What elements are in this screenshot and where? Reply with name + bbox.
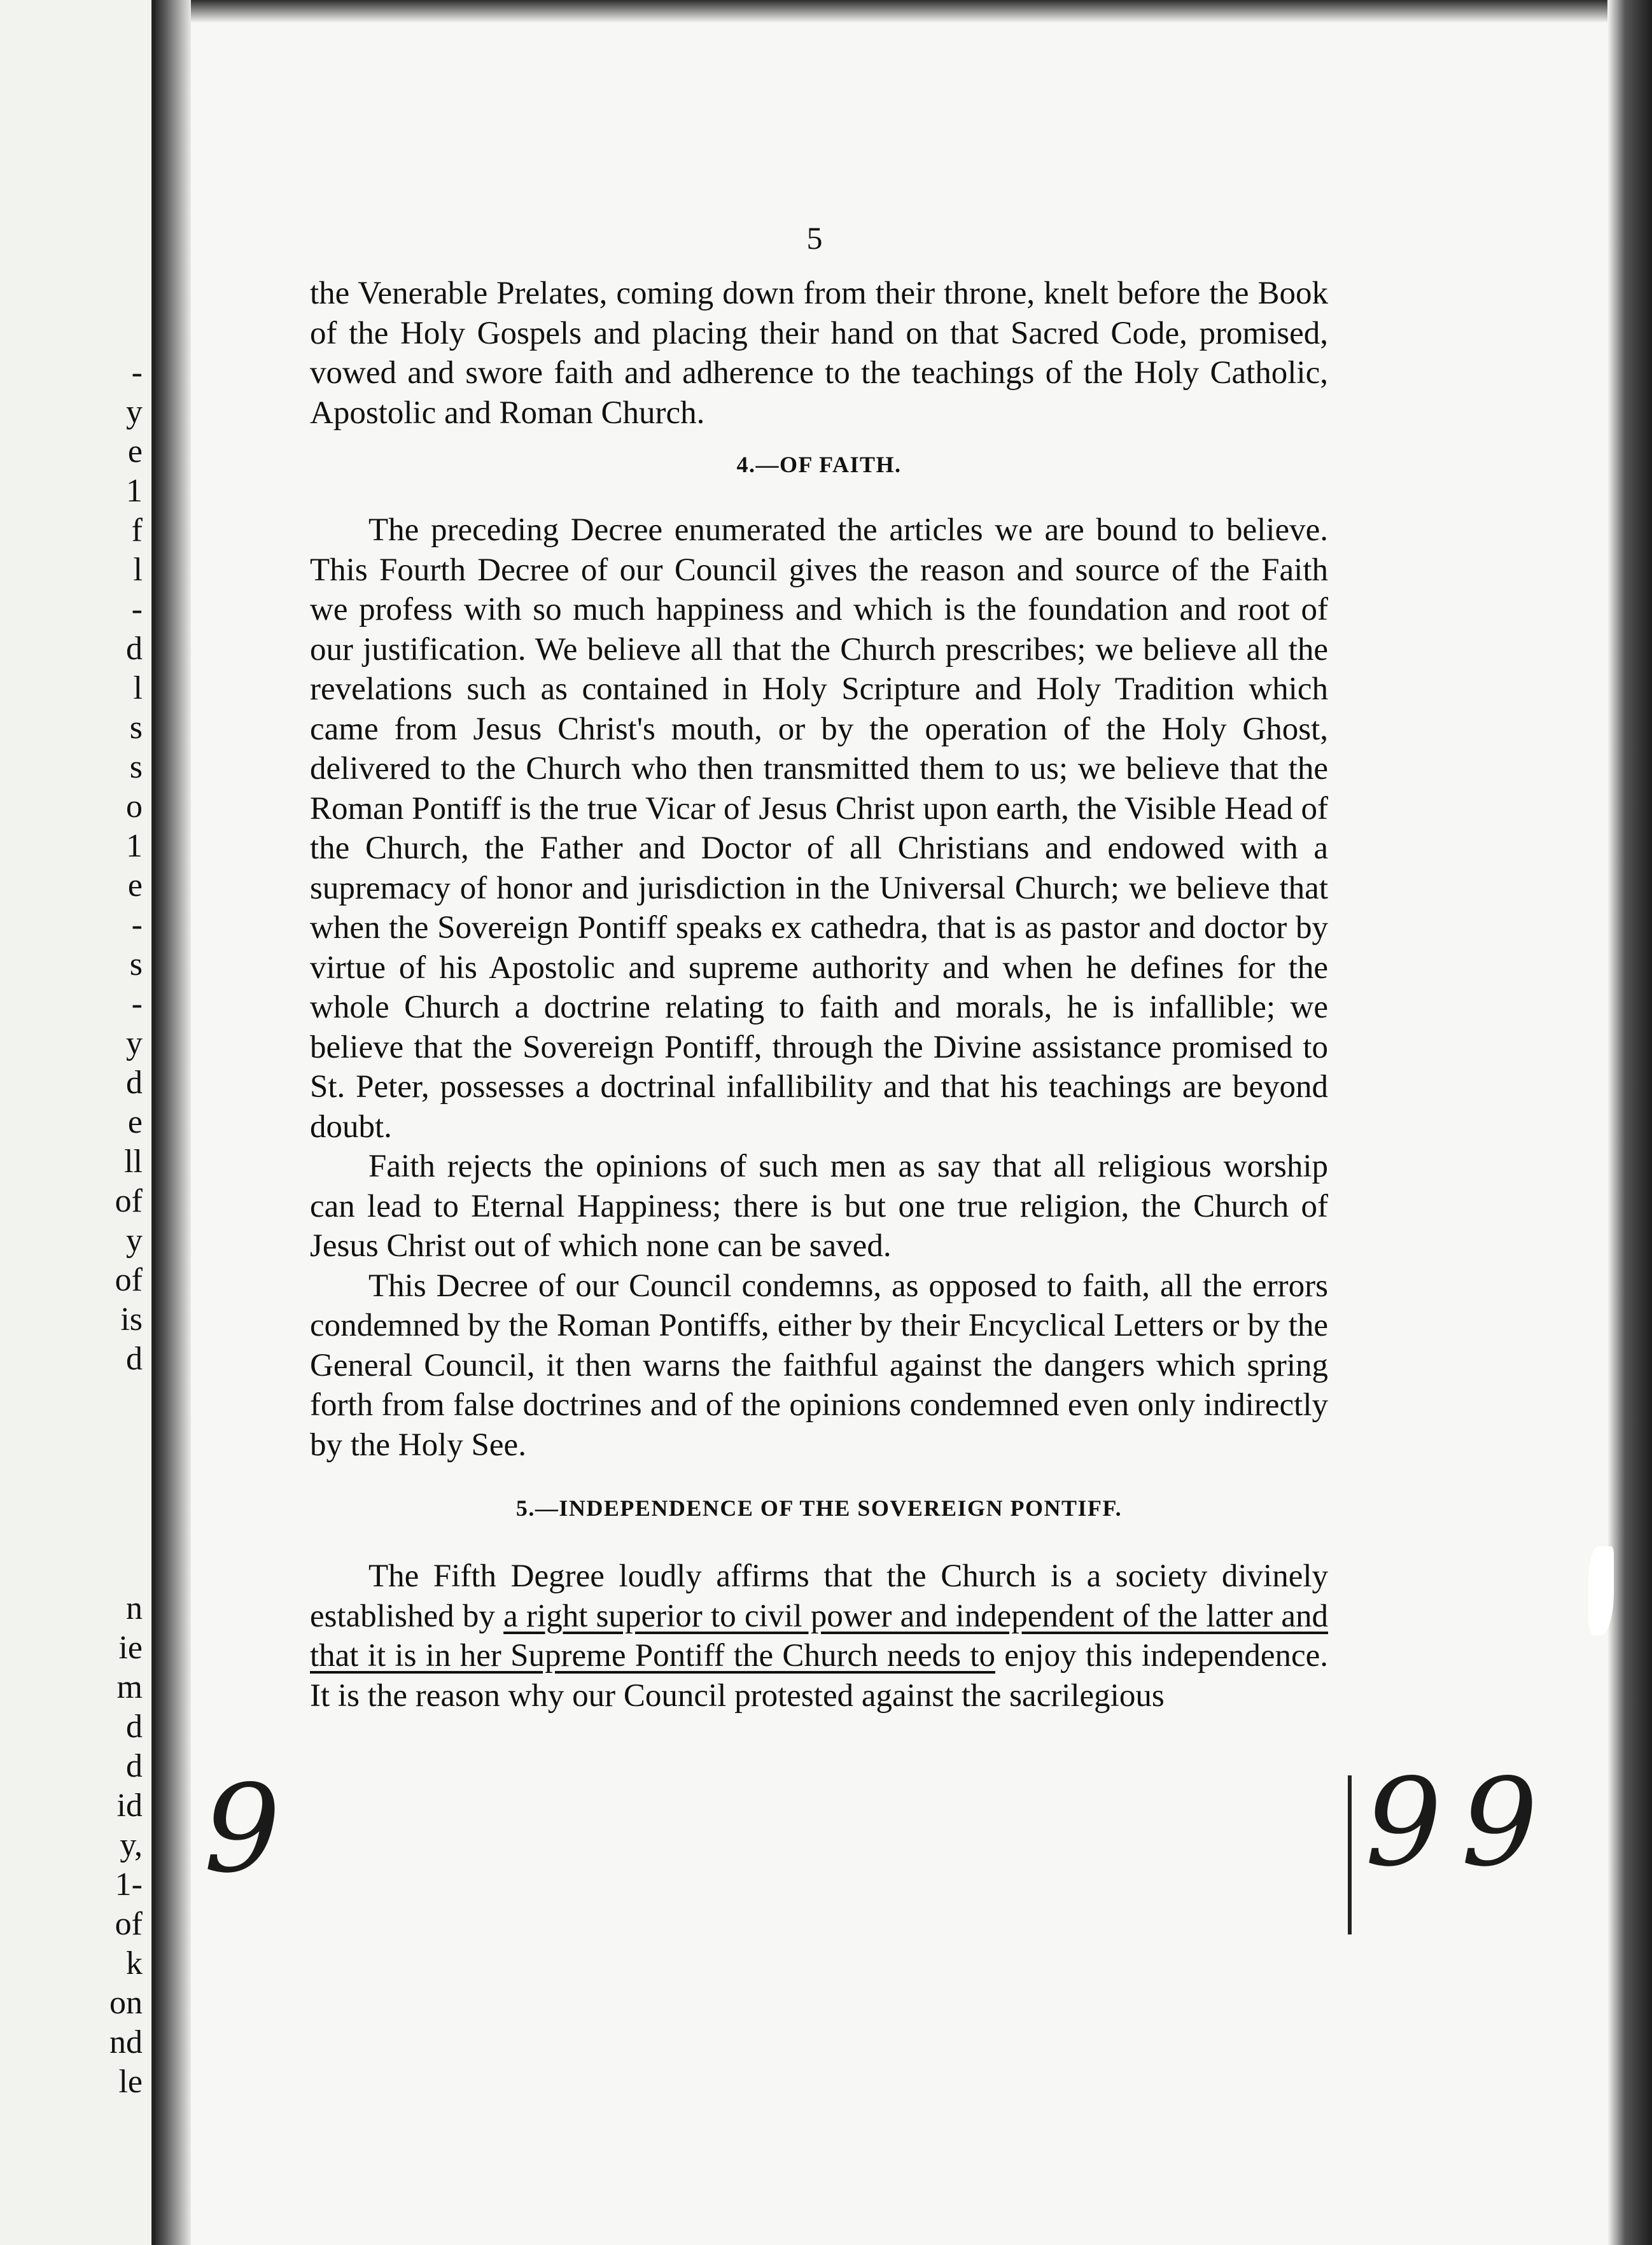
- facing-page-fragment: d: [126, 1065, 143, 1101]
- facing-page-fragment: y: [126, 1025, 143, 1061]
- facing-page-fragment: -: [131, 591, 143, 627]
- facing-page-fragment: e: [127, 433, 143, 470]
- faith-paragraph-2: Faith rejects the opinions of such men as say that all religious worship can lead to Eternal Happiness; there is but one true religion, the Church of Jesus Christ out of which none can be saved.: [310, 1149, 1328, 1264]
- facing-page-fragment: ie: [118, 1630, 143, 1666]
- independence-text-start: The Fifth Degree loudly affirms that the Church is a society divinely established by: [310, 1558, 1328, 1634]
- facing-page-fragment: y,: [120, 1827, 143, 1863]
- facing-page-fragment: k: [126, 1945, 143, 1982]
- facing-page-fragment: -: [131, 907, 143, 943]
- facing-page-fragment: f: [131, 512, 143, 549]
- facing-page-fragment: of: [115, 1262, 143, 1298]
- section-heading-faith: 4.—OF FAITH.: [736, 452, 902, 477]
- section-heading-independence: 5.—INDEPENDENCE OF THE SOVEREIGN PONTIFF.: [515, 1495, 1123, 1521]
- facing-page-fragment: on: [109, 1985, 143, 2021]
- facing-page-strip: [0, 0, 155, 2245]
- independence-text-end: enjoy this independence. It is the reason why our Council protested against the sacrilegious: [310, 1638, 1329, 1714]
- facing-page-fragment: n: [126, 1590, 143, 1626]
- facing-page-fragment: id: [116, 1787, 143, 1824]
- facing-page-fragment: d: [126, 1709, 143, 1745]
- facing-page-fragment: 1: [126, 473, 143, 509]
- facing-page-fragment: l: [133, 670, 143, 706]
- body-text: [310, 274, 1328, 1716]
- facing-page-fragment: e: [127, 867, 143, 904]
- facing-page-fragment: is: [120, 1301, 143, 1338]
- facing-page-fragment: l: [133, 552, 143, 588]
- page-number: 5: [806, 220, 823, 256]
- handwritten-margin-note-right: 99: [1365, 1752, 1557, 1893]
- paper-tear: [1588, 1546, 1614, 1635]
- facing-page-fragment: 1: [126, 828, 143, 864]
- facing-page-fragment: y: [126, 1222, 143, 1259]
- facing-page-fragment: d: [126, 1748, 143, 1784]
- book-gutter: [155, 0, 191, 2245]
- facing-page-fragment: o: [126, 788, 143, 825]
- facing-page-fragment: of: [115, 1183, 143, 1219]
- independence-paragraph: [310, 1556, 1328, 1716]
- facing-page-fragment: of: [115, 1906, 143, 1942]
- page-top-shadow: [191, 0, 1607, 23]
- facing-page-fragment: s: [129, 749, 143, 785]
- faith-paragraph-3: This Decree of our Council condemns, as opposed to faith, all the errors condemned by the Roman Pontiffs, either by their Encyclical Letters or by the General Council, it then warns the faithful against the dangers which spring forth from false doctrines and of the opinions condemned even only indirectly by the Holy See.: [310, 1268, 1328, 1463]
- handwritten-margin-note-left: 9: [204, 1759, 281, 1899]
- facing-page-fragment: d: [126, 1341, 143, 1377]
- facing-page-fragment: m: [116, 1669, 143, 1705]
- page-right-edge: [1607, 0, 1652, 2245]
- facing-page-fragments: [0, 0, 151, 2245]
- handwritten-underline-passage: a right superior to civil power and independent of the latter and that it is in her Supreme Pontiff the Church needs to: [310, 1598, 1328, 1674]
- facing-page-fragment: -: [131, 986, 143, 1022]
- facing-page-fragment: d: [126, 631, 143, 667]
- faith-paragraph-1: The preceding Decree enumerated the articles we are bound to believe. This Fourth Decree of our Council gives the reason and source of the Faith we profess with so much happiness and which is the foundation and root of our justification. We believe all that the Church prescribes; we believe all the revelations such as contained in Holy Scripture and Holy Tradition which came from Jesus Christ's mouth, or by the operation of the Holy Ghost, delivered to the Church who then transmitted them to us; we believe that the Roman Pontiff is the true Vicar of Jesus Christ upon earth, the Visible Head of the Church, the Father and Doctor of all Christians and endowed with a supremacy of honor and jurisdiction in the Universal Church; we believe that when the Sovereign Pontiff speaks ex cathedra, that is as pastor and doctor by virtue of his Apostolic and supreme authority and when he defines for the whole Church a doctrine relating to faith and morals, he is infallible; we believe that the Sovereign Pontiff, through the Divine assistance promised to St. Peter, possesses a doctrinal infallibility and that his teachings are beyond doubt.: [310, 512, 1328, 1145]
- facing-page-fragment: s: [129, 710, 143, 746]
- facing-page-fragment: y: [126, 394, 143, 430]
- facing-page-fragment: nd: [109, 2024, 143, 2060]
- facing-page-fragment: e: [127, 1104, 143, 1140]
- opening-paragraph: the Venerable Prelates, coming down from their throne, knelt before the Book of the Holy Gospels and placing their hand on that Sacred Code, promised, vowed and swore faith and adherence to the teachings of the Holy Catholic, Apostolic and Roman Church.: [310, 276, 1328, 431]
- facing-page-fragment: s: [129, 946, 143, 983]
- facing-page-fragment: ll: [124, 1143, 143, 1180]
- facing-page-fragment: le: [118, 2064, 143, 2100]
- facing-page-fragment: -: [131, 354, 143, 391]
- handwritten-margin-bar: [1348, 1775, 1352, 1934]
- facing-page-fragment: 1-: [115, 1866, 143, 1903]
